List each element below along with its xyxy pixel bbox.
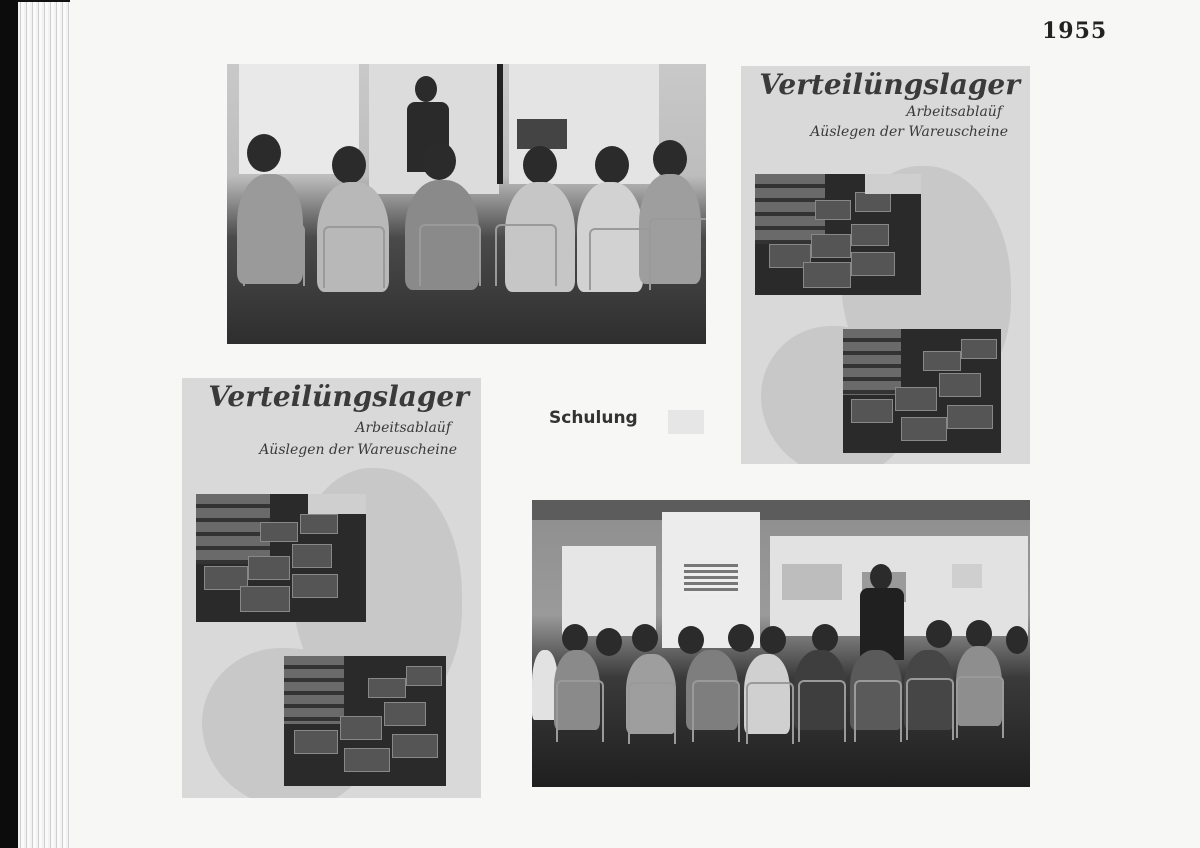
shelf-photo [843,329,1001,453]
poster-title: Verteilüngslager [759,68,1020,101]
poster-subtitle-2: Aüslegen der Wareuscheine [810,124,1008,140]
faint-stamp [668,410,704,434]
page-year: 1955 [1042,18,1108,44]
book-spine [0,0,18,848]
poster-subtitle-1: Arbeitsablaüf [355,420,451,436]
caption-training: Schulung [549,408,638,428]
poster-title: Verteilüngslager [208,380,469,413]
poster-distribution-warehouse-top [741,66,1030,464]
poster-distribution-warehouse-left [182,378,481,798]
album-page [70,0,1200,848]
photo-training-session-top [227,64,706,344]
shelf-photo [196,494,366,622]
poster-subtitle-2: Aüslegen der Wareuscheine [259,442,457,458]
shelf-photo [284,656,446,786]
photo-training-session-bottom [532,500,1030,787]
page-edges [18,2,78,848]
shelf-photo [755,174,921,295]
poster-subtitle-1: Arbeitsablaüf [906,104,1002,120]
